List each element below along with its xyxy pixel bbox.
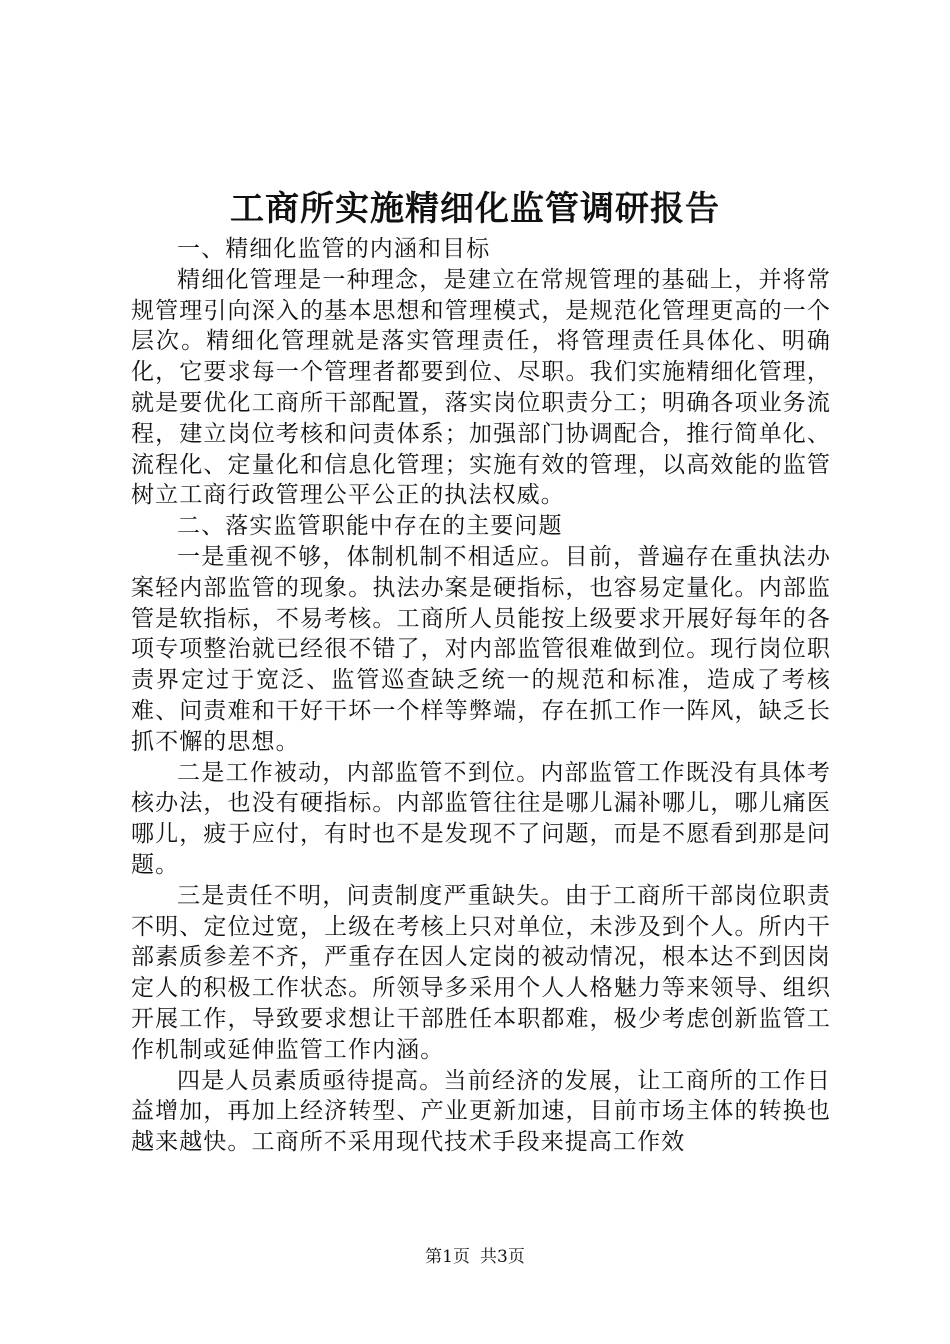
document-body [131,234,831,1158]
page-number: 第1页 [425,1247,470,1267]
body-paragraph-2: 一是重视不够，体制机制不相适应。目前，普遍存在重执法办案轻内部监管的现象。执法办案是硬指标，也容易定量化。内部监管是软指标，不易考核。工商所人员能按上级要求开展好每年的各项专项整治就已经很不错了，对内部监管很难做到位。现行岗位职责界定过于宽泛、监管巡查缺乏统一的规范和标准，造成了考核难、问责难和干好干坏一个样等弊端，存在抓工作一阵风，缺乏长抓不懈的思想。 [131,543,831,755]
body-paragraph-5: 四是人员素质亟待提高。当前经济的发展，让工商所的工作日益增加，再加上经济转型、产业更新加速，目前市场主体的转换也越来越快。工商所不采用现代技术手段来提高工作效 [131,1067,831,1156]
body-paragraph-1: 精细化管理是一种理念，是建立在常规管理的基础上，并将常规管理引向深入的基本思想和管理模式，是规范化管理更高的一个层次。精细化管理就是落实管理责任，将管理责任具体化、明确化，它要求每一个管理者都要到位、尽职。我们实施精细化管理，就是要优化工商所干部配置，落实岗位职责分工；明确各项业务流程，建立岗位考核和问责体系；加强部门协调配合，推行简单化、流程化、定量化和信息化管理；实施有效的管理，以高效能的监管树立工商行政管理公平公正的执法权威。 [131,266,831,509]
body-paragraph-4: 三是责任不明，问责制度严重缺失。由于工商所干部岗位职责不明、定位过宽，上级在考核上只对单位，未涉及到个人。所内干部素质参差不齐，严重存在因人定岗的被动情况，根本达不到因岗定人的积极工作状态。所领导多采用个人人格魅力等来领导、组织开展工作，导致要求想让干部胜任本职都难，极少考虑创新监管工作机制或延伸监管工作内涵。 [131,882,831,1063]
page-total: 共3页 [480,1247,525,1267]
document-title: 工商所实施精细化监管调研报告 [230,189,720,229]
section-heading-1: 一、精细化监管的内涵和目标 [177,236,491,262]
page-footer [0,1246,950,1268]
body-paragraph-3: 二是工作被动，内部监管不到位。内部监管工作既没有具体考核办法，也没有硬指标。内部监管往往是哪儿漏补哪儿，哪儿痛医哪儿，疲于应付，有时也不是发现不了问题，而是不愿看到那是问题。 [131,759,831,878]
section-heading-2: 二、落实监管职能中存在的主要问题 [177,513,563,540]
